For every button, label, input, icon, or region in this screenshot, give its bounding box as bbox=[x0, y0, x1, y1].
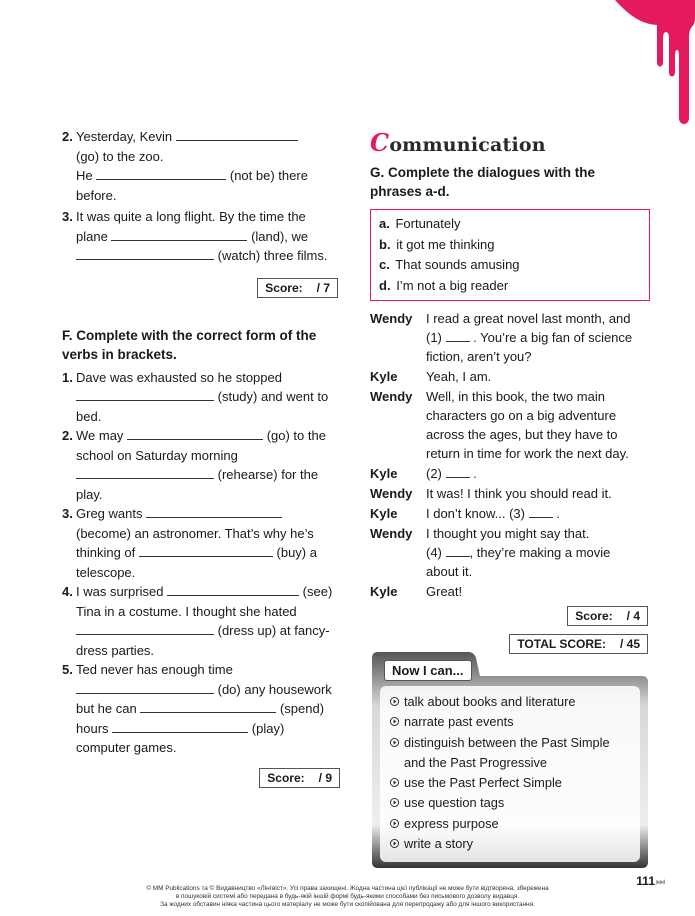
item-number: 1. bbox=[62, 369, 73, 385]
phrase-b: b. it got me thinking bbox=[379, 236, 495, 252]
speaker-name: Wendy bbox=[370, 389, 413, 404]
list-item: express purpose bbox=[390, 814, 635, 834]
item-text: (land), we bbox=[251, 228, 309, 244]
answer-blank[interactable] bbox=[446, 330, 470, 342]
item-text: thinking of bbox=[76, 545, 136, 560]
answer-blank[interactable] bbox=[139, 545, 273, 557]
speaker-name: Kyle bbox=[370, 584, 398, 599]
play-arrow-icon bbox=[390, 717, 399, 726]
answer-blank[interactable] bbox=[96, 168, 226, 180]
item-number: 2. bbox=[62, 129, 73, 144]
task-f-title: F. Complete with the correct form of the verbs in brackets. bbox=[62, 327, 317, 362]
item-text: play. bbox=[76, 486, 103, 502]
item-text: (spend) bbox=[279, 701, 325, 716]
item-text: dress parties. bbox=[76, 642, 155, 658]
item-text: Tina in a costume. I thought she hated bbox=[76, 603, 297, 619]
answer-blank[interactable] bbox=[127, 428, 263, 440]
item-text: (become) an astronomer. That’s why he’s bbox=[76, 525, 314, 541]
item-text: Ted never has enough time bbox=[76, 662, 233, 677]
play-arrow-icon bbox=[390, 839, 399, 848]
item-text: We may bbox=[76, 428, 124, 443]
answer-blank[interactable] bbox=[76, 248, 214, 260]
fast-forward-icon: ⏭ bbox=[656, 877, 665, 888]
item-text: Greg wants bbox=[76, 506, 143, 521]
item-text: (buy) a bbox=[276, 545, 317, 560]
speaker-name: Kyle bbox=[370, 506, 398, 521]
speaker-name: Wendy bbox=[370, 526, 413, 541]
item-text: (rehearse) for the bbox=[217, 467, 319, 482]
score-box-e: Score: / 7 bbox=[257, 278, 338, 298]
list-item: use question tags bbox=[390, 793, 635, 813]
page-number: 111⏭ bbox=[636, 874, 665, 888]
paint-splash-decoration bbox=[605, 0, 695, 130]
item-text: (not be) there bbox=[229, 168, 308, 183]
answer-blank[interactable] bbox=[446, 545, 470, 557]
item-text: telescope. bbox=[76, 564, 136, 580]
phrase-d: d. I’m not a big reader bbox=[379, 277, 509, 293]
item-text: (do) any housework bbox=[217, 681, 332, 697]
speaker-name: Wendy bbox=[370, 311, 413, 326]
dialogue-line: Kyle I don’t know... (3) . bbox=[370, 506, 560, 521]
play-arrow-icon bbox=[390, 738, 399, 747]
play-arrow-icon bbox=[390, 697, 399, 706]
item-text: hours bbox=[76, 720, 109, 736]
item-number: 2. bbox=[62, 428, 73, 443]
list-item: write a story bbox=[390, 834, 635, 854]
item-number: 4. bbox=[62, 584, 73, 599]
answer-blank[interactable] bbox=[176, 129, 298, 141]
dialogue-line: Wendy I thought you might say that. (4) , they’re making a movie about it. bbox=[370, 526, 611, 579]
score-box-g: Score: / 4 bbox=[567, 606, 648, 626]
dialogue-line: Kyle Great! bbox=[370, 584, 463, 599]
list-item: distinguish between the Past Simple and the Past Progressive bbox=[390, 733, 635, 774]
now-i-can-list bbox=[390, 692, 635, 854]
answer-blank[interactable] bbox=[140, 701, 276, 713]
item-number: 5. bbox=[62, 662, 73, 677]
item-text: Yesterday, Kevin bbox=[76, 129, 173, 144]
speaker-name: Kyle bbox=[370, 466, 398, 481]
item-text: school on Saturday morning bbox=[76, 447, 238, 463]
item-number: 3. bbox=[62, 209, 73, 224]
dialogue-line: Wendy I read a great novel last month, and (1) . You’re a big fan of science fiction, aren’t you? bbox=[370, 311, 633, 364]
answer-blank[interactable] bbox=[76, 682, 214, 694]
item-text: before. bbox=[76, 187, 117, 203]
answer-blank[interactable] bbox=[76, 467, 214, 479]
exercise-f-item-3 bbox=[62, 504, 342, 582]
answer-blank[interactable] bbox=[167, 584, 299, 596]
dialogue bbox=[370, 309, 650, 601]
dialogue-line: Kyle (2) . bbox=[370, 466, 477, 481]
phrase-a: a. Fortunately bbox=[379, 216, 461, 231]
item-text: (go) to the bbox=[266, 428, 326, 443]
answer-blank[interactable] bbox=[112, 721, 248, 733]
answer-blank[interactable] bbox=[446, 466, 470, 478]
item-text: (go) to the zoo. bbox=[76, 148, 164, 164]
item-text: plane bbox=[76, 228, 108, 244]
exercise-f-item-5 bbox=[62, 660, 342, 758]
exercise-f-item-4 bbox=[62, 582, 342, 660]
exercise-f-item-2 bbox=[62, 426, 342, 504]
exercise-item-3 bbox=[62, 207, 342, 266]
item-text: bed. bbox=[76, 408, 102, 424]
item-text: It was quite a long flight. By the time the bbox=[76, 209, 306, 224]
item-text: but he can bbox=[76, 701, 137, 716]
phrase-c: c. That sounds amusing bbox=[379, 257, 520, 272]
item-text: I was surprised bbox=[76, 584, 164, 599]
item-text: (watch) three films. bbox=[217, 248, 328, 263]
list-item: use the Past Perfect Simple bbox=[390, 773, 635, 793]
dialogue-line: Wendy It was! I think you should read it. bbox=[370, 486, 612, 501]
item-text: computer games. bbox=[76, 740, 177, 755]
answer-blank[interactable] bbox=[76, 389, 214, 401]
list-item: narrate past events bbox=[390, 712, 635, 732]
phrases-box bbox=[370, 209, 650, 301]
answer-blank[interactable] bbox=[529, 506, 553, 518]
now-i-can-title: Now I can... bbox=[384, 660, 472, 681]
play-arrow-icon bbox=[390, 798, 399, 807]
item-number: 3. bbox=[62, 506, 73, 521]
item-text: (dress up) at fancy- bbox=[217, 623, 330, 638]
play-arrow-icon bbox=[390, 819, 399, 828]
answer-blank[interactable] bbox=[111, 229, 247, 241]
section-title: Communication bbox=[370, 128, 546, 157]
now-i-can-panel bbox=[372, 652, 648, 868]
answer-blank[interactable] bbox=[76, 623, 214, 635]
item-text: (see) bbox=[302, 584, 333, 599]
left-column bbox=[62, 127, 342, 788]
copyright-footer: © MM Publications та © Видавництво «Лінгвіст». Усі права захищені. Жодна частина цієї публікації не може бути відтворена, збережена в пошуковій системі або передана в будь-якій іншій формі будь-якими способами без письмового дозволу видавця. За жодних обставин ніяка частина цього матеріалу не може бути скопійована для перепродажу або для іншого використання. bbox=[146, 885, 549, 909]
item-text: Dave was exhausted so he stopped bbox=[76, 369, 282, 385]
dialogue-line: Kyle Yeah, I am. bbox=[370, 369, 492, 384]
speaker-name: Wendy bbox=[370, 486, 413, 501]
score-box-f: Score: / 9 bbox=[259, 768, 340, 788]
right-column bbox=[370, 128, 650, 654]
item-text: (study) and went to bbox=[217, 389, 329, 404]
total-score-box: TOTAL SCORE: / 45 bbox=[509, 634, 648, 654]
item-text: (play) bbox=[251, 720, 285, 736]
speaker-name: Kyle bbox=[370, 369, 398, 384]
play-arrow-icon bbox=[390, 778, 399, 787]
dialogue-line: Wendy Well, in this book, the two main characters go on a big adventure across the ages, but they have to return in time for work the next day. bbox=[370, 389, 629, 461]
exercise-f-item-1 bbox=[62, 368, 342, 427]
item-text: He bbox=[76, 168, 93, 183]
exercise-item-2 bbox=[62, 127, 342, 205]
task-g-title: G. Complete the dialogues with the phrases a-d. bbox=[370, 165, 596, 199]
list-item: talk about books and literature bbox=[390, 692, 635, 712]
answer-blank[interactable] bbox=[146, 506, 282, 518]
